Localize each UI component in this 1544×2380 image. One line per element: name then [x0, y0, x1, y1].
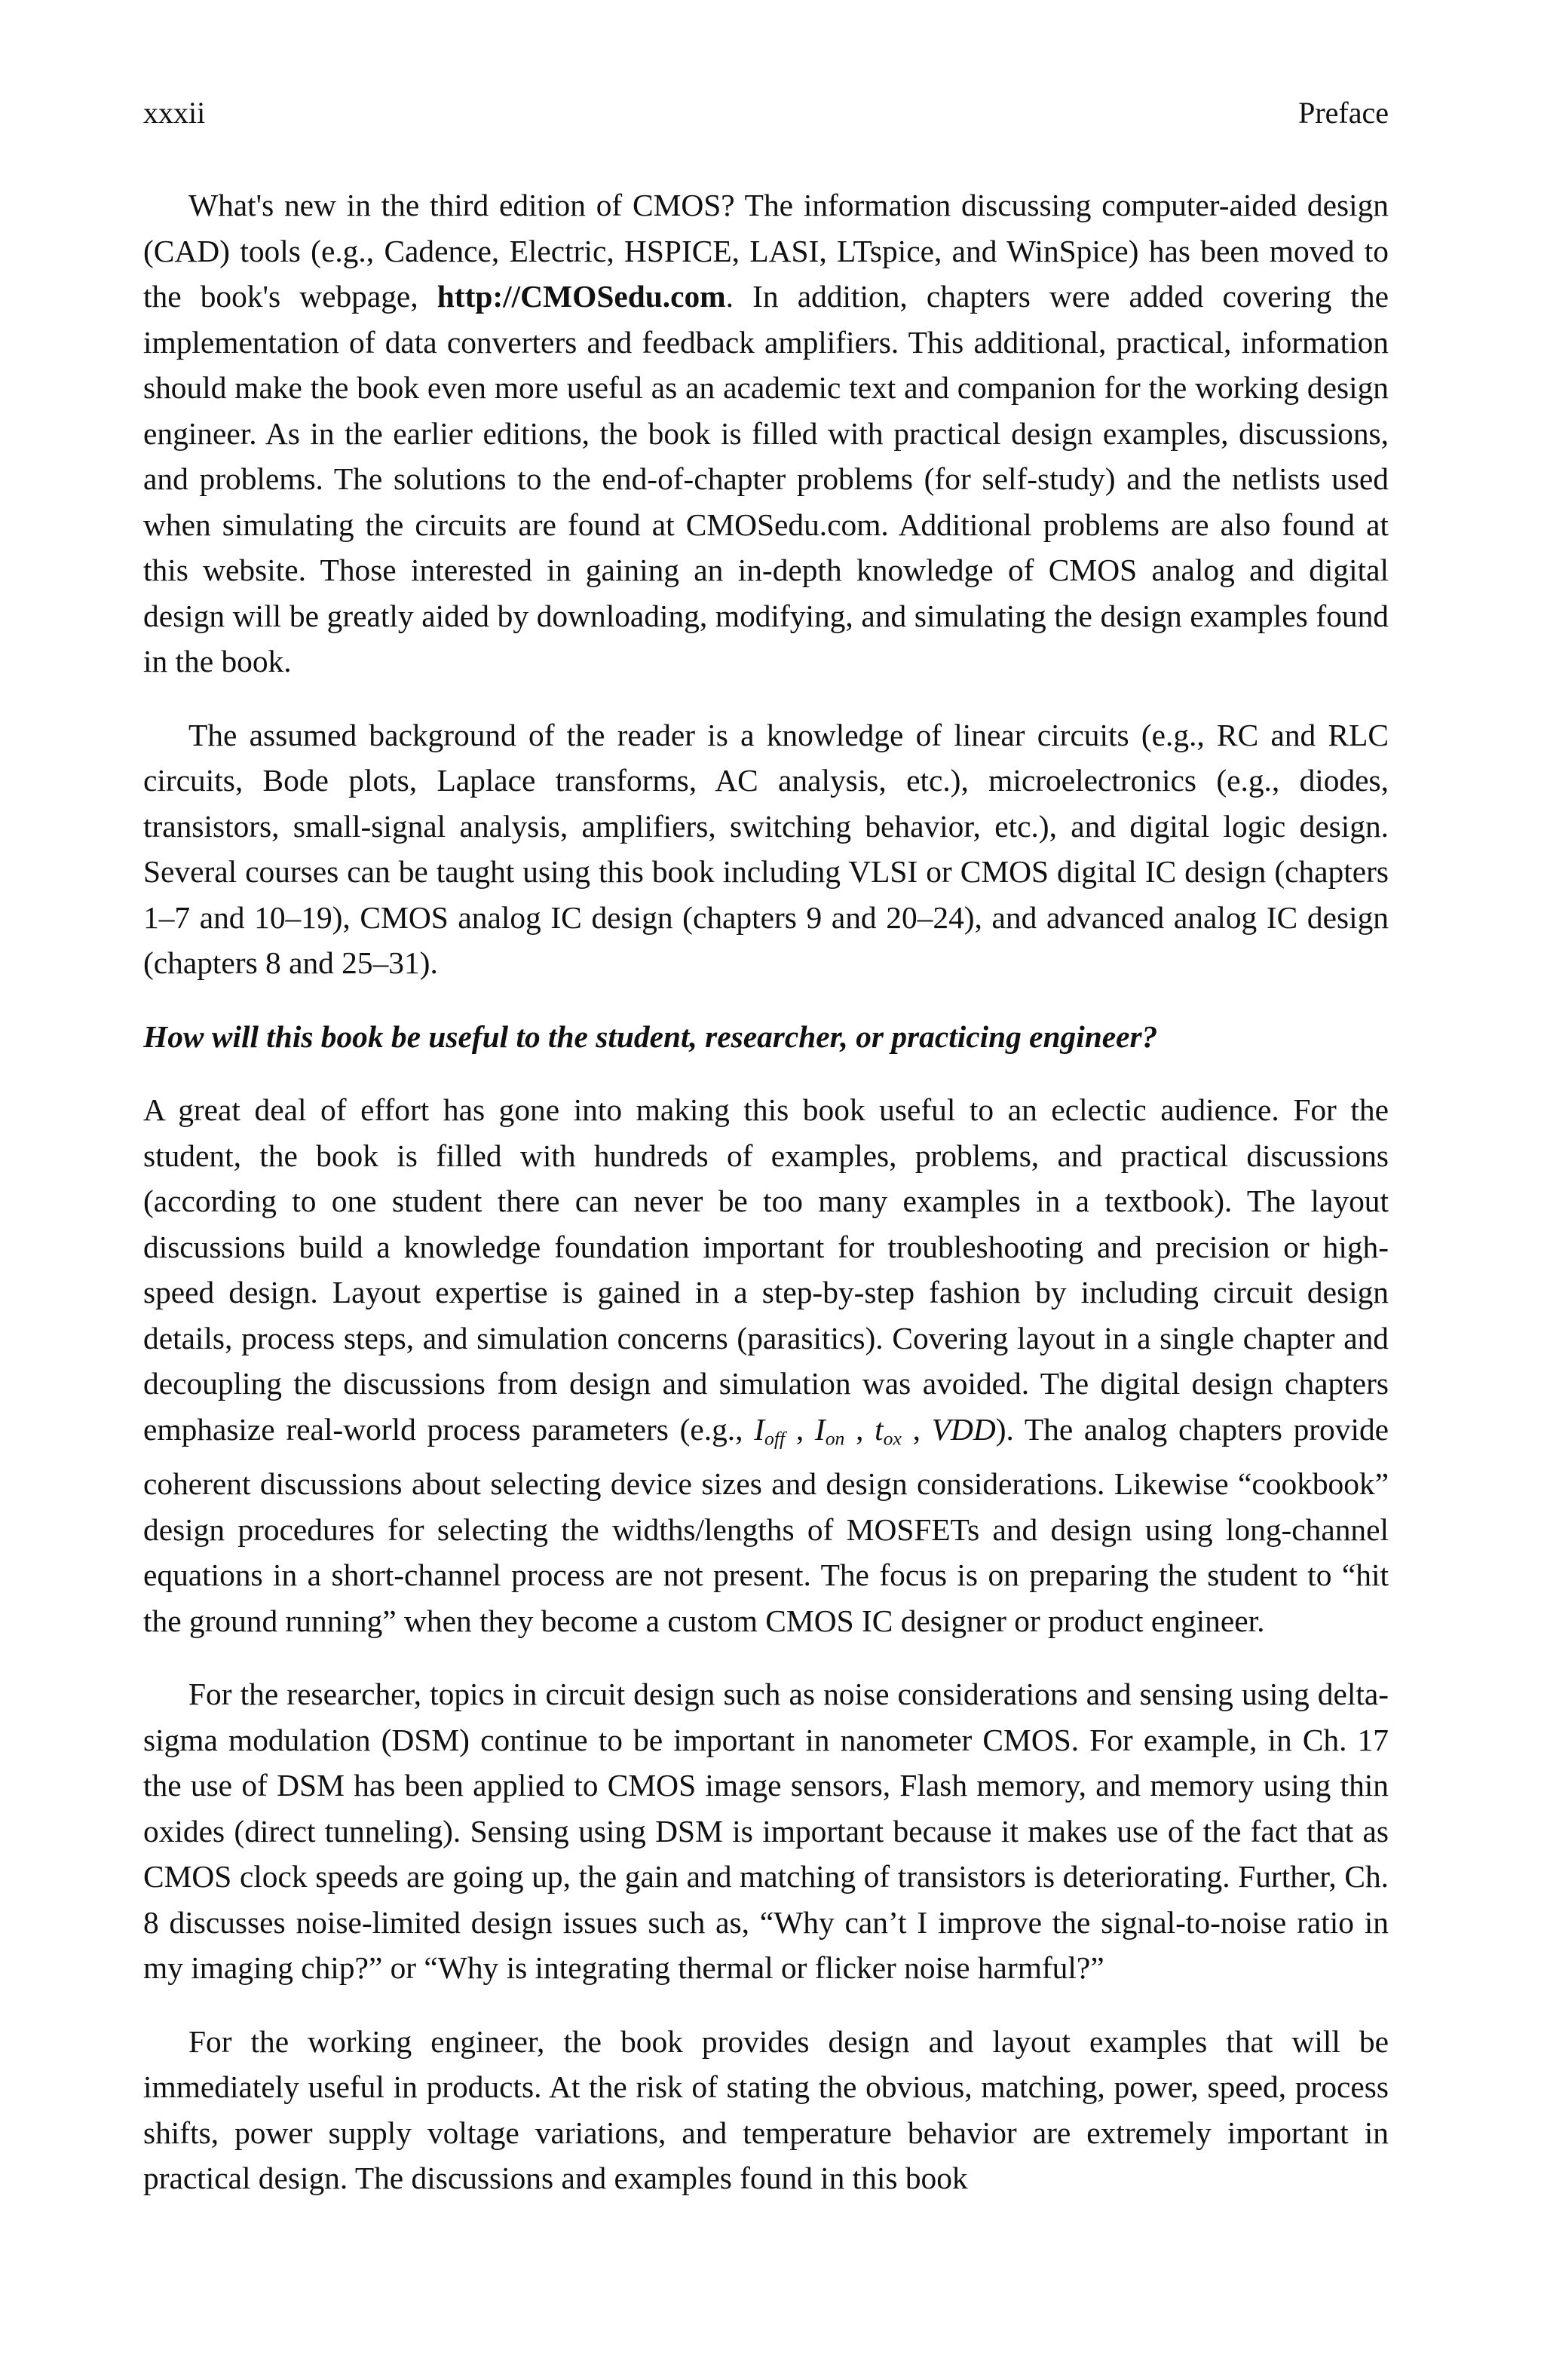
i-off-symbol: $I_{off}$: [754, 1411, 786, 1449]
section-title: Preface: [1298, 96, 1389, 130]
third-edition-paragraph: [143, 182, 1389, 685]
i-on-symbol: $I_{on}$: [814, 1411, 845, 1449]
engineer-paragraph: For the working engineer, the book provides design and layout examples that will be immediately useful in products. At the risk of stating the obvious, matching, power, speed, process shifts, power supply voltage variations, and temperature behavior are extremely important in practical design. The discussions and examples found in this book: [143, 2023, 1389, 2196]
book-page: [143, 98, 1389, 2201]
running-header: [143, 98, 1389, 128]
third-edition-text-start: What's new in the third edition of CMOS? The information discussing computer-aided design (CAD) tools (e.g., Cadence, Electric, HSPICE, LASI, LTspice, and WinSpice) has been moved to the book's webpage,: [143, 188, 1389, 314]
section-heading: How will this book be useful to the student, researcher, or practicing engineer?: [143, 1018, 1158, 1054]
page-number: xxxii: [143, 96, 206, 130]
researcher-paragraph: For the researcher, topics in circuit design such as noise considerations and sensing using delta-sigma modulation (DSM) continue to be important in nanometer CMOS. For example, in Ch. 17 the use of DSM has been applied to CMOS image sensors, Flash memory, and memory using thin oxides (direct tunneling). Sensing using DSM is important because it makes use of the fact that as CMOS clock speeds are going up, the gain and matching of transistors is deteriorating. Further, Ch. 8 discusses noise-limited design issues such as, “Why can’t I improve the signal-to-noise ratio in my imaging chip?” or “Why is integrating thermal or flicker noise harmful?”: [143, 1677, 1389, 1986]
student-text-start: A great deal of effort has gone into making this book useful to an eclectic audience. For the student, the book is filled with hundreds of examples, problems, and practical discussions (according to one student there can never be too many examples in a textbook). The layout discussions build a knowledge foundation important for troubleshooting and precision or high-speed design. Layout expertise is gained in a step-by-step fashion by including circuit design details, process steps, and simulation concerns (parasitics). Covering layout in a single chapter and decoupling the discussions from design and simulation was avoided. The digital design chapters emphasize real-world process parameters (e.g.,: [143, 1092, 1389, 1447]
student-text-end: ). The analog chapters provide coherent discussions about selecting device sizes and design considerations. Likewise “cookbook” design procedures for selecting the widths/lengths of MOSFETs and design using long-channel equations in a short-channel process are not present. The focus is on preparing the student to “hit the ground running” when they become a custom CMOS IC designer or product engineer.: [143, 1411, 1389, 1638]
third-edition-text-end: . In addition, chapters were added covering the implementation of data converters and feedback amplifiers. This additional, practical, information should make the book even more useful as an academic text and companion for the working design engineer. As in the earlier editions, the book is filled with practical design examples, discussions, and problems. The solutions to the end-of-chapter problems (for self-study) and the netlists used when simulating the circuits are found at CMOSedu.com. Additional problems are also found at this website. Those interested in gaining an in-depth knowledge of CMOS analog and digital design will be greatly aided by downloading, modifying, and simulating the design examples found in the book.: [143, 279, 1389, 678]
student-paragraph: A great deal of effort has gone into making this book useful to an eclectic audience. For the student, the book is filled with hundreds of examples, problems, and practical discussions (according to one student there can never be too many examples in a textbook). The layout discussions build a knowledge foundation important for troubleshooting and precision or high-speed design. Layout expertise is gained in a step-by-step fashion by including circuit design details, process steps, and simulation concerns (parasitics). Covering layout in a single chapter and decoupling the discussions from design and simulation was avoided. The digital design chapters emphasize real-world process parameters (e.g., $I_{off}$ , $I_{on}$ , $t_{ox}$ , VDD). The analog chapters provide coherent discussions about selecting device sizes and design considerations. Likewise “cookbook” design procedures for selecting the widths/lengths of MOSFETs and design using long-channel equations in a short-channel process are not present. The focus is on preparing the student to “hit the ground running” when they become a custom CMOS IC designer or product engineer.: [143, 1092, 1389, 1638]
t-ox-symbol: $t_{ox}$: [875, 1411, 902, 1449]
vdd-symbol: VDD: [931, 1411, 996, 1447]
background-paragraph: The assumed background of the reader is a knowledge of linear circuits (e.g., RC and RLC circuits, Bode plots, Laplace transforms, AC analysis, etc.), microelectronics (e.g., diodes, transistors, small-signal analysis, amplifiers, switching behavior, etc.), and digital logic design. Several courses can be taught using this book including VLSI or CMOS digital IC design (chapters 1–7 and 10–19), CMOS analog IC design (chapters 9 and 20–24), and advanced analog IC design (chapters 8 and 25–31).: [143, 717, 1389, 980]
book-webpage-url: http://CMOSedu.com: [437, 279, 726, 314]
